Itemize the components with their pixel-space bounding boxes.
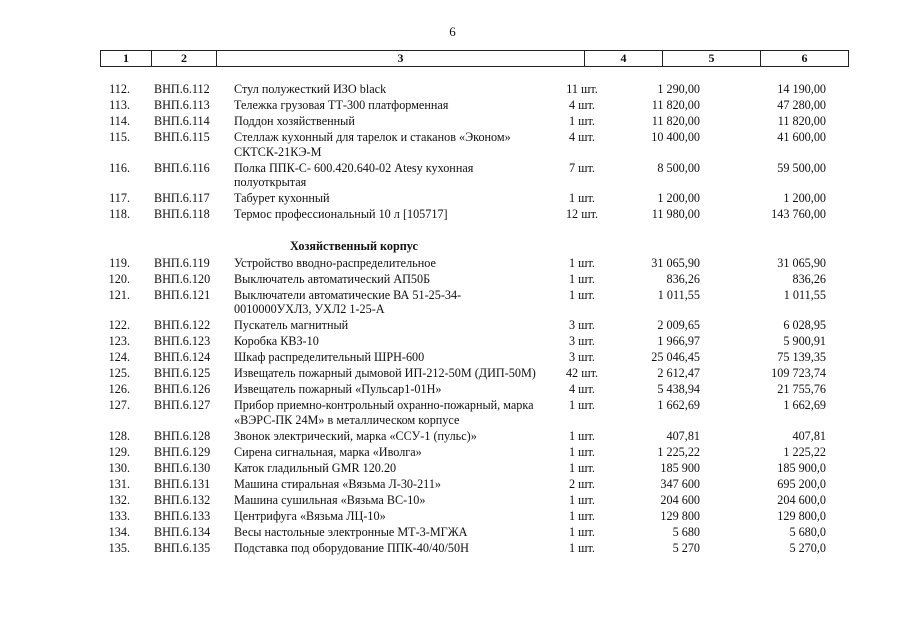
item-name: Термос профессиональный 10 л [105717] — [234, 207, 448, 221]
item-name: Табурет кухонный — [234, 191, 330, 205]
total-price: 129 800,0 — [777, 508, 826, 523]
table-row — [100, 477, 848, 493]
table-row — [100, 98, 848, 114]
unit-price: 204 600 — [660, 492, 700, 507]
item-quantity: 1 шт. — [569, 508, 595, 523]
row-number: 127. — [108, 398, 130, 412]
item-name: Выключатели автоматические ВА 51-25-34-0010000УХЛ3, УХЛ2 1-25-А — [234, 287, 462, 316]
total-price: 14 190,00 — [777, 82, 826, 96]
total-price: 407,81 — [792, 428, 826, 443]
item-quantity: 42 шт. — [565, 366, 599, 380]
item-name: Подставка под оборудование ППК-40/40/50Н — [234, 540, 469, 555]
table-row — [100, 318, 848, 334]
table-row — [100, 509, 848, 525]
row-number: 132. — [108, 492, 130, 507]
unit-price: 5 270 — [672, 540, 700, 555]
item-quantity: 1 шт. — [569, 540, 595, 555]
unit-price: 5 438,94 — [657, 382, 700, 396]
item-quantity: 2 шт. — [569, 476, 595, 491]
row-number: 117. — [109, 191, 130, 205]
unit-price: 1 966,97 — [657, 334, 700, 348]
row-number: 121. — [108, 287, 130, 302]
unit-price: 185 900 — [660, 460, 700, 475]
item-quantity: 12 шт. — [565, 207, 599, 221]
table-row — [100, 272, 848, 288]
total-price: 5 270,0 — [789, 540, 826, 555]
item-code: ВНП.6.115 — [154, 130, 210, 144]
total-price: 1 225,22 — [783, 444, 826, 459]
unit-price: 1 200,00 — [657, 191, 700, 205]
row-number: 133. — [108, 508, 130, 523]
item-code: ВНП.6.135 — [154, 540, 211, 555]
item-code: ВНП.6.134 — [154, 524, 211, 539]
item-code: ВНП.6.124 — [154, 350, 211, 364]
unit-price: 129 800 — [660, 508, 700, 523]
item-name: Весы настольные электронные МТ-3-МГЖА — [234, 524, 468, 539]
table-row — [100, 398, 848, 429]
total-price: 836,26 — [792, 271, 826, 286]
inventory-list — [100, 82, 848, 557]
item-code: ВНП.6.122 — [154, 318, 211, 332]
item-name: Извещатель пожарный дымовой ИП-212-50М (ДИП-50М) — [234, 366, 536, 380]
unit-price: 1 225,22 — [657, 444, 700, 459]
section-title: Хозяйственный корпус — [290, 239, 418, 253]
item-code: ВНП.6.132 — [154, 492, 211, 507]
total-price: 185 900,0 — [777, 460, 826, 475]
item-quantity: 1 шт. — [569, 287, 595, 302]
unit-price: 1 290,00 — [657, 82, 700, 96]
column-header-4: 4 — [585, 51, 663, 67]
unit-price: 347 600 — [660, 476, 700, 491]
row-number: 131. — [108, 476, 130, 491]
row-number: 122. — [108, 318, 130, 332]
unit-price: 1 011,55 — [657, 287, 700, 302]
item-name: Каток гладильный GMR 120.20 — [234, 460, 397, 475]
total-price: 204 600,0 — [777, 492, 826, 507]
item-quantity: 1 шт. — [569, 460, 595, 475]
item-code: ВНП.6.127 — [154, 398, 211, 412]
table-row — [100, 161, 848, 192]
item-quantity: 1 шт. — [569, 398, 595, 412]
total-price: 75 139,35 — [777, 350, 826, 364]
item-quantity: 1 шт. — [569, 444, 595, 459]
unit-price: 5 680 — [672, 524, 700, 539]
table-row — [100, 382, 848, 398]
item-code: ВНП.6.116 — [154, 160, 210, 175]
table-row — [100, 130, 848, 161]
total-price: 5 900,91 — [783, 334, 826, 348]
item-name: Звонок электрический, марка «ССУ-1 (пульс)» — [234, 428, 477, 443]
table-row — [100, 445, 848, 461]
item-code: ВНП.6.118 — [154, 207, 210, 221]
column-header-5: 5 — [663, 51, 761, 67]
column-header-3: 3 — [217, 51, 585, 67]
table-row — [100, 288, 848, 319]
item-name: Поддон хозяйственный — [234, 114, 355, 128]
table-row — [100, 207, 848, 223]
row-number: 115. — [109, 130, 130, 144]
item-name: Стул полужесткий ИЗО black — [234, 82, 387, 96]
table-row — [100, 493, 848, 509]
table-row — [100, 429, 848, 445]
item-quantity: 3 шт. — [569, 334, 595, 348]
table-row — [100, 256, 848, 272]
row-number: 114. — [109, 114, 130, 128]
row-number: 118. — [109, 207, 130, 221]
item-name: Стеллаж кухонный для тарелок и стаканов «Эконом» СКТСК-21КЭ-М — [234, 130, 511, 159]
item-name: Тележка грузовая ТТ-300 платформенная — [234, 98, 449, 112]
total-price: 59 500,00 — [777, 160, 826, 175]
item-code: ВНП.6.133 — [154, 508, 211, 523]
total-price: 109 723,74 — [771, 366, 826, 380]
item-code: ВНП.6.131 — [154, 476, 211, 491]
total-price: 1 200,00 — [783, 191, 826, 205]
table-row — [100, 461, 848, 477]
unit-price: 407,81 — [666, 428, 700, 443]
item-quantity: 4 шт. — [569, 382, 595, 396]
row-number: 130. — [108, 460, 130, 475]
item-quantity: 7 шт. — [569, 160, 595, 175]
unit-price: 836,26 — [666, 271, 700, 286]
table-row — [100, 191, 848, 207]
item-quantity: 1 шт. — [569, 428, 595, 443]
row-number: 125. — [108, 366, 130, 380]
item-code: ВНП.6.117 — [154, 191, 210, 205]
item-name: Выключатель автоматический АП50Б — [234, 271, 431, 286]
item-code: ВНП.6.120 — [154, 271, 211, 286]
item-code: ВНП.6.112 — [154, 82, 210, 96]
item-code: ВНП.6.123 — [154, 334, 211, 348]
item-quantity: 1 шт. — [569, 524, 595, 539]
row-number: 119. — [109, 255, 130, 270]
item-quantity: 1 шт. — [569, 255, 595, 270]
unit-price: 1 662,69 — [657, 398, 700, 412]
row-number: 135. — [108, 540, 130, 555]
item-code: ВНП.6.114 — [154, 114, 210, 128]
row-number: 129. — [108, 444, 130, 459]
table-row — [100, 114, 848, 130]
total-price: 1 011,55 — [783, 287, 826, 302]
row-number: 128. — [108, 428, 130, 443]
row-number: 124. — [108, 350, 130, 364]
item-quantity: 1 шт. — [569, 271, 595, 286]
item-code: ВНП.6.119 — [154, 255, 210, 270]
table-row — [100, 366, 848, 382]
table-row — [100, 334, 848, 350]
item-code: ВНП.6.129 — [154, 444, 211, 459]
row-number: 112. — [109, 82, 130, 96]
item-code: ВНП.6.125 — [154, 366, 211, 380]
total-price: 11 820,00 — [777, 114, 826, 128]
row-number: 120. — [108, 271, 130, 286]
total-price: 31 065,90 — [777, 255, 826, 270]
total-price: 1 662,69 — [783, 398, 826, 412]
item-code: ВНП.6.128 — [154, 428, 211, 443]
item-name: Машина сушильная «Вязьма ВС-10» — [234, 492, 426, 507]
table-row — [100, 82, 848, 98]
item-name: Центрифуга «Вязьма ЛЦ-10» — [234, 508, 386, 523]
unit-price: 11 820,00 — [651, 114, 700, 128]
total-price: 6 028,95 — [783, 318, 826, 332]
row-number: 126. — [108, 382, 130, 396]
item-quantity: 1 шт. — [569, 492, 595, 507]
item-quantity: 3 шт. — [569, 318, 595, 332]
item-name: Полка ППК-С- 600.420.640-02 Atesy кухонная полуоткрытая — [234, 160, 474, 189]
total-price: 5 680,0 — [789, 524, 826, 539]
row-number: 123. — [108, 334, 130, 348]
item-quantity: 1 шт. — [569, 114, 595, 128]
column-header-2: 2 — [152, 51, 217, 67]
item-code: ВНП.6.121 — [154, 287, 211, 302]
page-number: 6 — [449, 24, 456, 39]
item-quantity: 4 шт. — [569, 130, 595, 144]
total-price: 143 760,00 — [771, 207, 826, 221]
item-quantity: 3 шт. — [569, 350, 595, 364]
total-price: 41 600,00 — [777, 130, 826, 144]
item-name: Пускатель магнитный — [234, 318, 349, 332]
unit-price: 10 400,00 — [651, 130, 700, 144]
unit-price: 2 009,65 — [657, 318, 700, 332]
unit-price: 2 612,47 — [657, 366, 700, 380]
item-name: Машина стиральная «Вязьма Л-30-211» — [234, 476, 442, 491]
unit-price: 25 046,45 — [651, 350, 700, 364]
total-price: 47 280,00 — [777, 98, 826, 112]
column-header-table — [100, 50, 849, 67]
row-number: 116. — [109, 160, 130, 175]
unit-price: 11 820,00 — [651, 98, 700, 112]
table-row — [100, 541, 848, 557]
item-name: Устройство вводно-распределительное — [234, 255, 436, 270]
row-number: 134. — [108, 524, 130, 539]
item-name: Сирена сигнальная, марка «Иволга» — [234, 444, 422, 459]
table-row — [100, 350, 848, 366]
unit-price: 11 980,00 — [651, 207, 700, 221]
item-code: ВНП.6.130 — [154, 460, 211, 475]
item-quantity: 1 шт. — [569, 191, 595, 205]
column-header-6: 6 — [761, 51, 849, 67]
inventory-group-b — [100, 256, 848, 557]
inventory-group-a — [100, 82, 848, 223]
item-code: ВНП.6.113 — [154, 98, 210, 112]
total-price: 21 755,76 — [777, 382, 826, 396]
item-code: ВНП.6.126 — [154, 382, 211, 396]
item-quantity: 4 шт. — [569, 98, 595, 112]
item-name: Коробка КВЗ-10 — [234, 334, 319, 348]
item-name: Извещатель пожарный «Пульсар1-01Н» — [234, 382, 442, 396]
table-row — [100, 525, 848, 541]
column-header-1: 1 — [101, 51, 152, 67]
unit-price: 8 500,00 — [657, 160, 700, 175]
row-number: 113. — [109, 98, 130, 112]
total-price: 695 200,0 — [777, 476, 826, 491]
unit-price: 31 065,90 — [651, 255, 700, 270]
item-quantity: 11 шт. — [566, 82, 598, 96]
item-name: Прибор приемно-контрольный охранно-пожарный, марка «ВЭРС-ПК 24М» в металлическом корпусе — [234, 398, 534, 427]
item-name: Шкаф распределительный ШРН-600 — [234, 350, 425, 364]
